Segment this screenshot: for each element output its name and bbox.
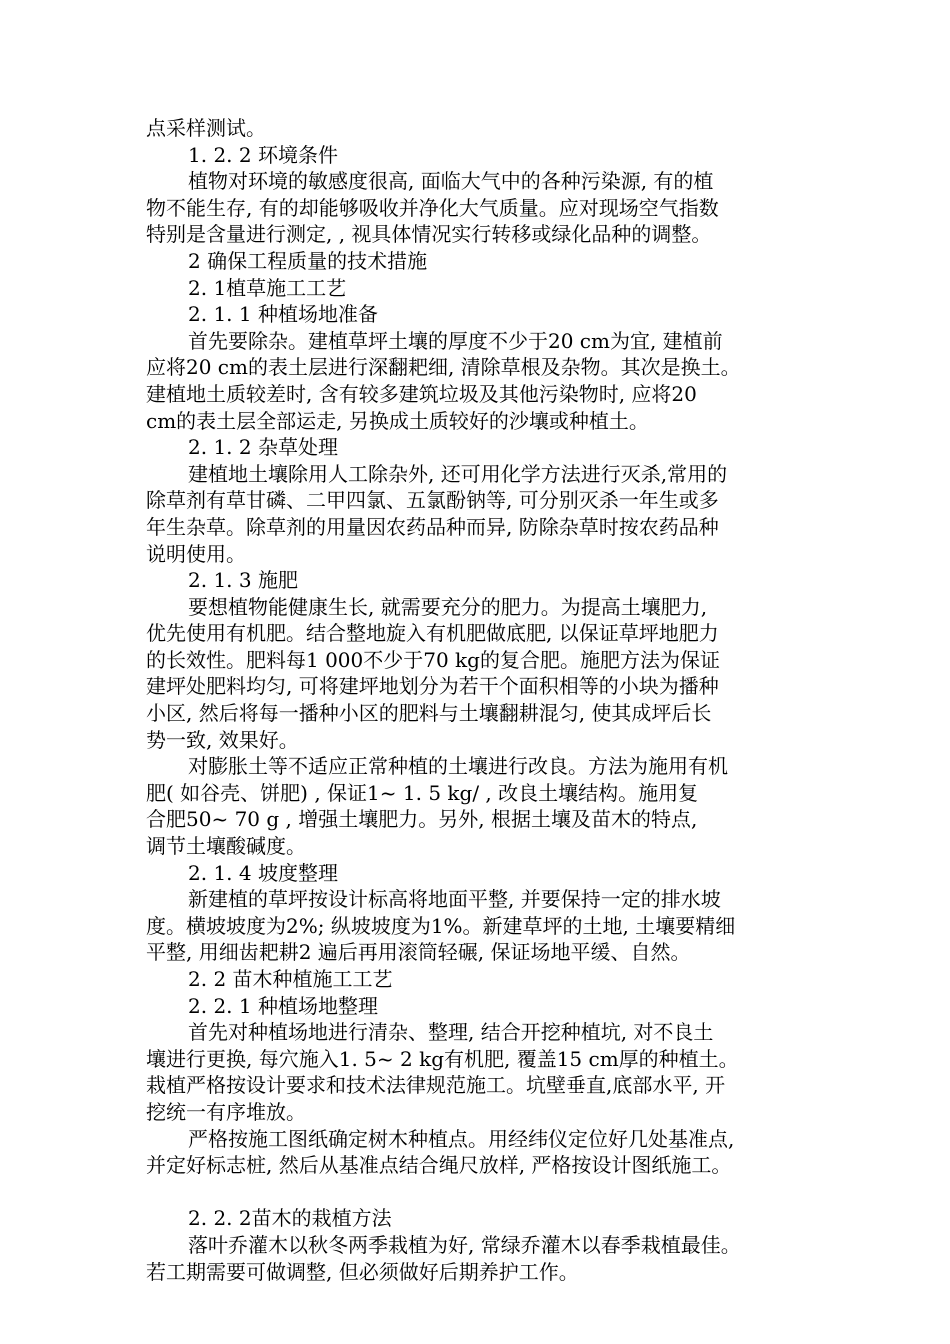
text-line: 物不能生存, 有的却能够吸收并净化大气质量。应对现场空气指数: [146, 195, 719, 220]
blank-line: [146, 1179, 816, 1206]
text-line: 2. 1. 1 种植场地准备: [188, 302, 378, 327]
text-line: 除草剂有草甘磷、二甲四氯、五氯酚钠等, 可分别灭杀一年生或多: [146, 488, 719, 513]
text-line: 点采样测试。: [146, 116, 266, 140]
text-line: 植物对环境的敏感度很高, 面临大气中的各种污染源, 有的植: [188, 169, 714, 194]
text-line: 1. 2. 2 环境条件: [188, 142, 338, 167]
text-line: 肥( 如谷壳、饼肥) , 保证1~ 1. 5 kg/ , 改良土壤结构。施用复: [146, 780, 699, 805]
text-line: 首先对种植场地进行清杂、整理, 结合开挖种植坑, 对不良土: [188, 1020, 714, 1045]
text-line: 落叶乔灌木以秋冬两季栽植为好, 常绿乔灌木以春季栽植最佳。: [188, 1232, 741, 1257]
text-line: 特别是含量进行测定, , 视具体情况实行转移或绿化品种的调整。: [146, 222, 712, 247]
text-line: 2. 2. 1 种植场地整理: [188, 993, 378, 1018]
text-line: cm的表土层全部运走, 另换成土质较好的沙壤或种植土。: [146, 408, 649, 433]
text-line: 并定好标志桩, 然后从基准点结合绳尺放样, 严格按设计图纸施工。: [146, 1153, 732, 1178]
text-line: 应将20 cm的表土层进行深翻耙细, 清除草根及杂物。其次是换土。: [146, 355, 741, 380]
text-line: 严格按施工图纸确定树木种植点。用经纬仪定位好几处基准点,: [188, 1126, 735, 1151]
text-line: 的长效性。肥料每1 000不少于70 kg的复合肥。施肥方法为保证: [146, 647, 720, 672]
text-line: 新建植的草坪按设计标高将地面平整, 并要保持一定的排水坡: [188, 887, 721, 912]
text-line: 壤进行更换, 每穴施入1. 5~ 2 kg有机肥, 覆盖15 cm厚的种植土。: [146, 1046, 739, 1071]
text-line: 栽植严格按设计要求和技术法律规范施工。坑壁垂直,底部水平, 开: [146, 1073, 726, 1098]
text-line: 建植地土壤除用人工除杂外, 还可用化学方法进行灭杀,常用的: [188, 461, 728, 486]
text-line: 优先使用有机肥。结合整地旋入有机肥做底肥, 以保证草坪地肥力: [146, 621, 719, 646]
text-line: 首先要除杂。建植草坪土壤的厚度不少于20 cm为宜, 建植前: [188, 328, 723, 353]
text-line: 若工期需要可做调整, 但必须做好后期养护工作。: [146, 1259, 579, 1284]
text-line: 平整, 用细齿耙耕2 遍后再用滚筒轻碾, 保证场地平缓、自然。: [146, 940, 691, 965]
text-line: 合肥50~ 70 g , 增强土壤肥力。另外, 根据土壤及苗木的特点,: [146, 807, 698, 832]
text-line: 2. 1. 4 坡度整理: [188, 860, 338, 885]
text-line: 2. 1. 3 施肥: [188, 568, 298, 593]
text-line: 2. 2 苗木种植施工工艺: [188, 967, 393, 991]
document-body: [146, 115, 816, 1285]
text-line: 建坪处肥料均匀, 可将建坪地划分为若干个面积相等的小块为播种: [146, 674, 719, 699]
text-line: 2. 1植草施工工艺: [188, 275, 347, 300]
text-line: 要想植物能健康生长, 就需要充分的肥力。为提高土壤肥力,: [188, 594, 708, 619]
text-line: 调节土壤酸碱度。: [146, 834, 306, 859]
text-line: 2 确保工程质量的技术措施: [188, 248, 428, 273]
text-line: 年生杂草。除草剂的用量因农药品种而异, 防除杂草时按农药品种: [146, 514, 719, 539]
text-line: 挖统一有序堆放。: [146, 1099, 306, 1124]
text-line: 2. 1. 2 杂草处理: [188, 435, 338, 460]
text-line: 势一致, 效果好。: [146, 727, 299, 752]
text-line: 说明使用。: [146, 541, 246, 566]
text-line: 小区, 然后将每一播种小区的肥料与土壤翻耕混匀, 使其成坪后长: [146, 701, 712, 726]
text-line: 建植地土质较差时, 含有较多建筑垃圾及其他污染物时, 应将20: [146, 381, 697, 406]
text-line: 度。横坡坡度为2%; 纵坡坡度为1%。新建草坪的土地, 土壤要精细: [146, 913, 736, 938]
text-line: 对膨胀土等不适应正常种植的土壤进行改良。方法为施用有机: [188, 754, 728, 779]
text-line: 2. 2. 2苗木的栽植方法: [188, 1206, 392, 1231]
